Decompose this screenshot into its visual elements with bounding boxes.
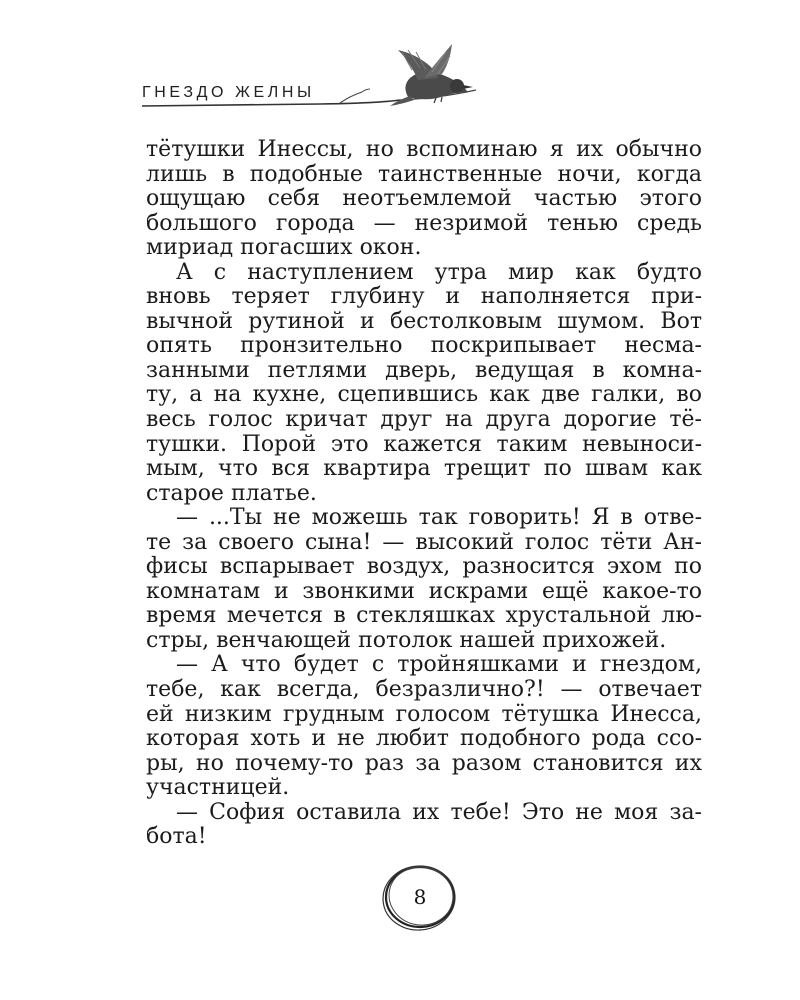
text-line: опять пронзительно поскрипывает несма- xyxy=(146,333,702,359)
text-line: А с наступлением утра мир как будто xyxy=(176,259,702,285)
text-line: фисы вспарывает воздух, разносится эхом по xyxy=(146,554,702,580)
running-header: ГНЕЗДО ЖЕЛНЫ xyxy=(142,84,315,101)
text-line: — София оставила их тебе! Это не моя за- xyxy=(176,799,702,825)
text-line: занными петлями дверь, ведущая в комна- xyxy=(146,357,702,383)
text-line: весь голос кричат друг на друга дорогие тё- xyxy=(146,407,702,433)
page-number-frame xyxy=(378,858,462,936)
text-line: мым, что вся квартира трещит по швам как xyxy=(146,456,702,482)
text-line: большого города — незримой тенью средь xyxy=(146,210,702,236)
text-line: старое платье. xyxy=(146,480,317,506)
text-line: ощущаю себя неотъемлемой частью этого xyxy=(146,186,702,212)
text-line: стры, венчающей потолок нашей прихожей. xyxy=(146,627,667,653)
text-line: — ...Ты не можешь так говорить! Я в отве- xyxy=(176,505,702,531)
text-line: вычной рутиной и бестолковым шумом. Вот xyxy=(146,308,702,334)
text-line: ей низким грудным голосом тётушка Инесса, xyxy=(146,701,702,727)
text-line: вновь теряет глубину и наполняется при- xyxy=(146,284,702,310)
text-line: мириад погасших окон. xyxy=(146,235,422,261)
text-line: комнатам и звонкими искрами ещё какое-то xyxy=(146,578,702,604)
text-line: ры, но почему-то раз за разом становится их xyxy=(146,750,702,776)
body-text xyxy=(146,138,702,850)
text-line: тебе, как всегда, безразлично?! — отвечает xyxy=(146,677,702,703)
text-line: бота! xyxy=(146,824,207,850)
text-line: ту, а на кухне, сцепившись как две галки, во xyxy=(146,382,702,408)
page-number: 8 xyxy=(413,885,427,909)
text-line: лишь в подобные таинственные ночи, когда xyxy=(146,161,702,187)
text-line: участницей. xyxy=(146,775,290,801)
text-line: тётушки Инессы, но вспоминаю я их обычно xyxy=(146,137,702,162)
text-line: время мечется в стекляшках хрустальной лю- xyxy=(146,603,702,629)
text-line: те за своего сына! — высокий голос тёти Ан- xyxy=(146,529,702,555)
text-line: которая хоть и не любит подобного рода ссо- xyxy=(146,726,702,752)
text-line: — А что будет с тройняшками и гнездом, xyxy=(176,652,702,678)
text-line: тушки. Порой это кажется таким невыноси- xyxy=(146,431,702,457)
